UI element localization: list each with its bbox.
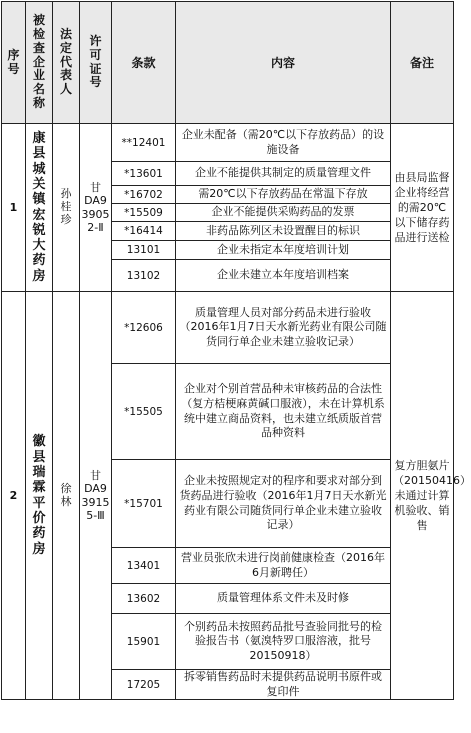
header-row	[2, 2, 454, 124]
company-name: 徽县瑞霖平价药房	[26, 292, 53, 700]
issue-content: 企业不能提供其制定的质量管理文件	[176, 162, 391, 186]
header-seq: 序号	[2, 2, 26, 124]
clause-code: *16702	[112, 186, 176, 204]
row-seq: 2	[2, 292, 26, 700]
issue-content: 质量管理体系文件未及时修	[176, 584, 391, 614]
table-row	[2, 124, 454, 162]
clause-code: 15901	[112, 614, 176, 670]
issue-content: 企业未按照规定对的程序和要求对部分到货药品进行验收（2016年1月7日天水新光药业有限公司随货同行单企业未建立验收记录）	[176, 460, 391, 548]
clause-code: *13601	[112, 162, 176, 186]
header-remark: 备注	[391, 2, 454, 124]
license-number: 甘 DA9 3915 5-Ⅲ	[80, 292, 112, 700]
license-number: 甘 DA9 3905 2-Ⅱ	[80, 124, 112, 292]
header-license: 许可证号	[80, 2, 112, 124]
inspection-table	[1, 1, 471, 700]
header-clause: 条款	[112, 2, 176, 124]
issue-content: 营业员张欣未进行岗前健康检查（2016年6月新聘任）	[176, 548, 391, 584]
clause-code: *15509	[112, 204, 176, 222]
legal-rep: 徐林	[53, 292, 80, 700]
clause-code: *15505	[112, 364, 176, 460]
clause-code: *16414	[112, 222, 176, 241]
clause-code: *12606	[112, 292, 176, 364]
clause-code: *15701	[112, 460, 176, 548]
issue-content: 拆零销售药品时未提供药品说明书原件或复印件	[176, 670, 391, 700]
row-seq: 1	[2, 124, 26, 292]
legal-rep: 孙桂珍	[53, 124, 80, 292]
clause-code: 13602	[112, 584, 176, 614]
remark: 复方胆氨片（20150416）未通过计算机验收、销售	[391, 292, 454, 700]
clause-code: 17205	[112, 670, 176, 700]
clause-code: 13401	[112, 548, 176, 584]
issue-content: 个别药品未按照药品批号查验同批号的检验报告书（氨溴特罗口服溶液，批号20150918）	[176, 614, 391, 670]
issue-content: 需20℃以下存放药品在常温下存放	[176, 186, 391, 204]
clause-code: 13102	[112, 260, 176, 292]
issue-content: 质量管理人员对部分药品未进行验收（2016年1月7日天水新光药业有限公司随货同行单企业未建立验收记录）	[176, 292, 391, 364]
clause-code: **12401	[112, 124, 176, 162]
issue-content: 企业未配备（需20℃以下存放药品）的设施设备	[176, 124, 391, 162]
header-legal-rep: 法定代表人	[53, 2, 80, 124]
table-row	[2, 292, 454, 364]
clause-code: 13101	[112, 241, 176, 260]
header-company: 被检查企业名称	[26, 2, 53, 124]
company-name: 康县城关镇宏锐大药房	[26, 124, 53, 292]
issue-content: 企业未指定本年度培训计划	[176, 241, 391, 260]
header-content: 内容	[176, 2, 391, 124]
remark: 由县局监督企业将经营的需20℃以下储存药品进行送检	[391, 124, 454, 292]
issue-content: 企业不能提供采购药品的发票	[176, 204, 391, 222]
issue-content: 非药品陈列区未设置醒目的标识	[176, 222, 391, 241]
issue-content: 企业对个别首营品种未审核药品的合法性（复方桔梗麻黄碱口服液），未在计算机系统中建立商品资料，也未建立纸质版首营品种资料	[176, 364, 391, 460]
issue-content: 企业未建立本年度培训档案	[176, 260, 391, 292]
